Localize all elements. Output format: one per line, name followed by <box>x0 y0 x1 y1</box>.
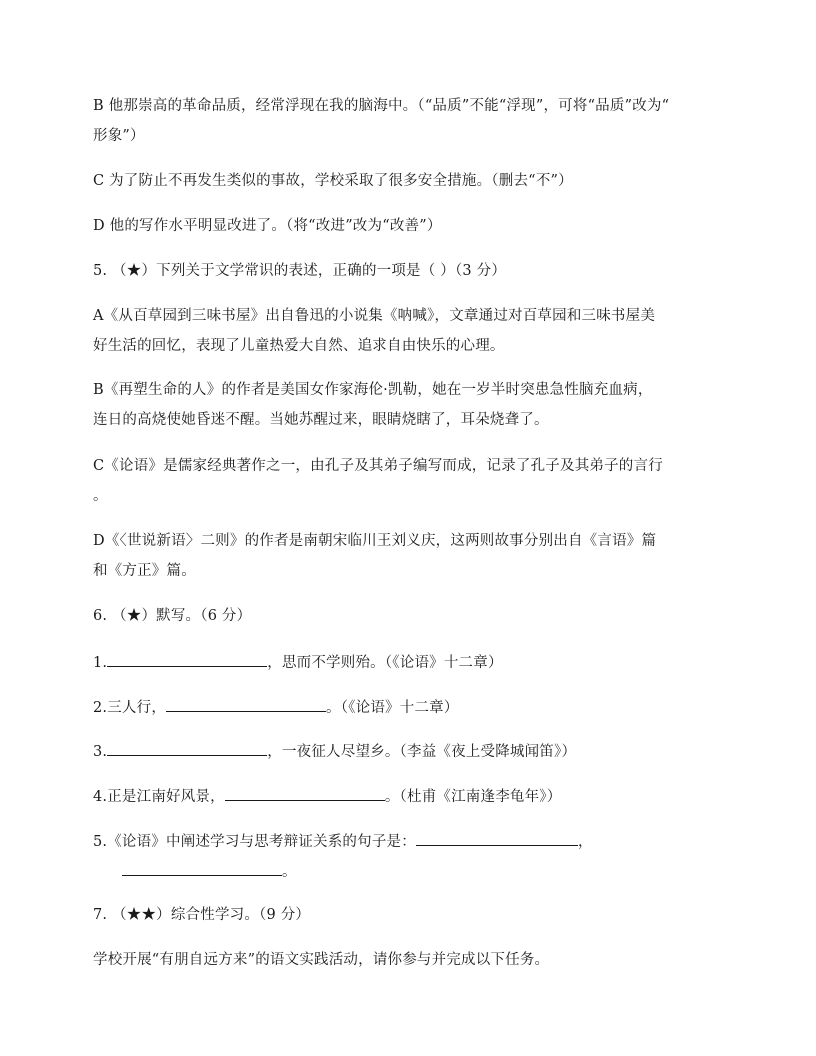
option-b-line-2: 形象”） <box>93 128 145 144</box>
q6-item-1-prefix: 1. <box>93 655 108 671</box>
q6-item-5-suffix: ， <box>577 834 593 850</box>
q5-option-c-line-2: 。 <box>93 488 108 504</box>
q6-item-2 <box>93 696 459 718</box>
q6-item-2-suffix: 。（《论语》十二章） <box>326 700 459 716</box>
q6-item-5-end: 。 <box>282 864 297 880</box>
question-5-heading: 5. （★）下列关于文学常识的表述，正确的一项是（ ）（3 分） <box>93 263 507 279</box>
fill-blank-2[interactable] <box>166 696 326 712</box>
question-7-heading: 7. （★★）综合性学习。（9 分） <box>93 907 311 923</box>
q6-item-4-suffix: 。（杜甫《江南逢李龟年》） <box>384 789 562 805</box>
q6-item-5-line-2 <box>122 860 297 882</box>
question-7-intro: 学校开展“有朋自远方来”的语文实践活动，请你参与并完成以下任务。 <box>93 952 550 968</box>
fill-blank-1[interactable] <box>107 651 267 667</box>
q5-option-b-line-2: 连日的高烧使她昏迷不醒。当她苏醒过来，眼睛烧瞎了，耳朵烧聋了。 <box>93 412 549 428</box>
q6-item-3-prefix: 3. <box>93 744 108 760</box>
q5-option-b-line-1: B《再塑生命的人》的作者是美国女作家海伦·凯勒，她在一岁半时突患急性脑充血病， <box>93 382 653 398</box>
q5-option-d-line-1: D《〈世说新语〉二则》的作者是南朝宋临川王刘义庆，这两则故事分别出自《言语》篇 <box>93 533 657 549</box>
option-c: C 为了防止不再发生类似的事故，学校采取了很多安全措施。（删去“不”） <box>93 173 573 189</box>
option-b-line-1: B 他那崇高的革命品质，经常浮现在我的脑海中。（“品质”不能“浮现”，可将“品质”改为“ <box>93 98 670 114</box>
q6-item-1 <box>93 651 503 673</box>
q6-item-1-suffix: ，思而不学则殆。（《论语》十二章） <box>267 655 503 671</box>
q5-option-d-line-2: 和《方正》篇。 <box>93 563 196 579</box>
q6-item-3-suffix: ，一夜征人尽望乡。（李益《夜上受降城闻笛》） <box>267 744 577 760</box>
q5-option-a-line-1: A《从百草园到三味书屋》出自鲁迅的小说集《呐喊》，文章通过对百草园和三味书屋美 <box>93 308 656 324</box>
fill-blank-4[interactable] <box>225 785 385 801</box>
q6-item-2-prefix: 2.三人行， <box>93 700 167 716</box>
q6-item-3 <box>93 740 576 762</box>
fill-blank-5a[interactable] <box>416 830 578 846</box>
q6-item-5-prefix: 5.《论语》中阐述学习与思考辩证关系的句子是： <box>93 834 416 850</box>
q5-option-c-line-1: C《论语》是儒家经典著作之一，由孔子及其弟子编写而成，记录了孔子及其弟子的言行 <box>93 458 663 474</box>
fill-blank-5b[interactable] <box>122 860 282 876</box>
q6-item-5 <box>93 830 593 852</box>
question-6-heading: 6. （★）默写。（6 分） <box>93 608 252 624</box>
q5-option-a-line-2: 好生活的回忆，表现了儿童热爱大自然、追求自由快乐的心理。 <box>93 338 505 354</box>
fill-blank-3[interactable] <box>107 740 267 756</box>
q6-item-4 <box>93 785 561 807</box>
option-d: D 他的写作水平明显改进了。（将“改进”改为“改善”） <box>93 218 442 234</box>
q6-item-4-prefix: 4.正是江南好风景， <box>93 789 225 805</box>
